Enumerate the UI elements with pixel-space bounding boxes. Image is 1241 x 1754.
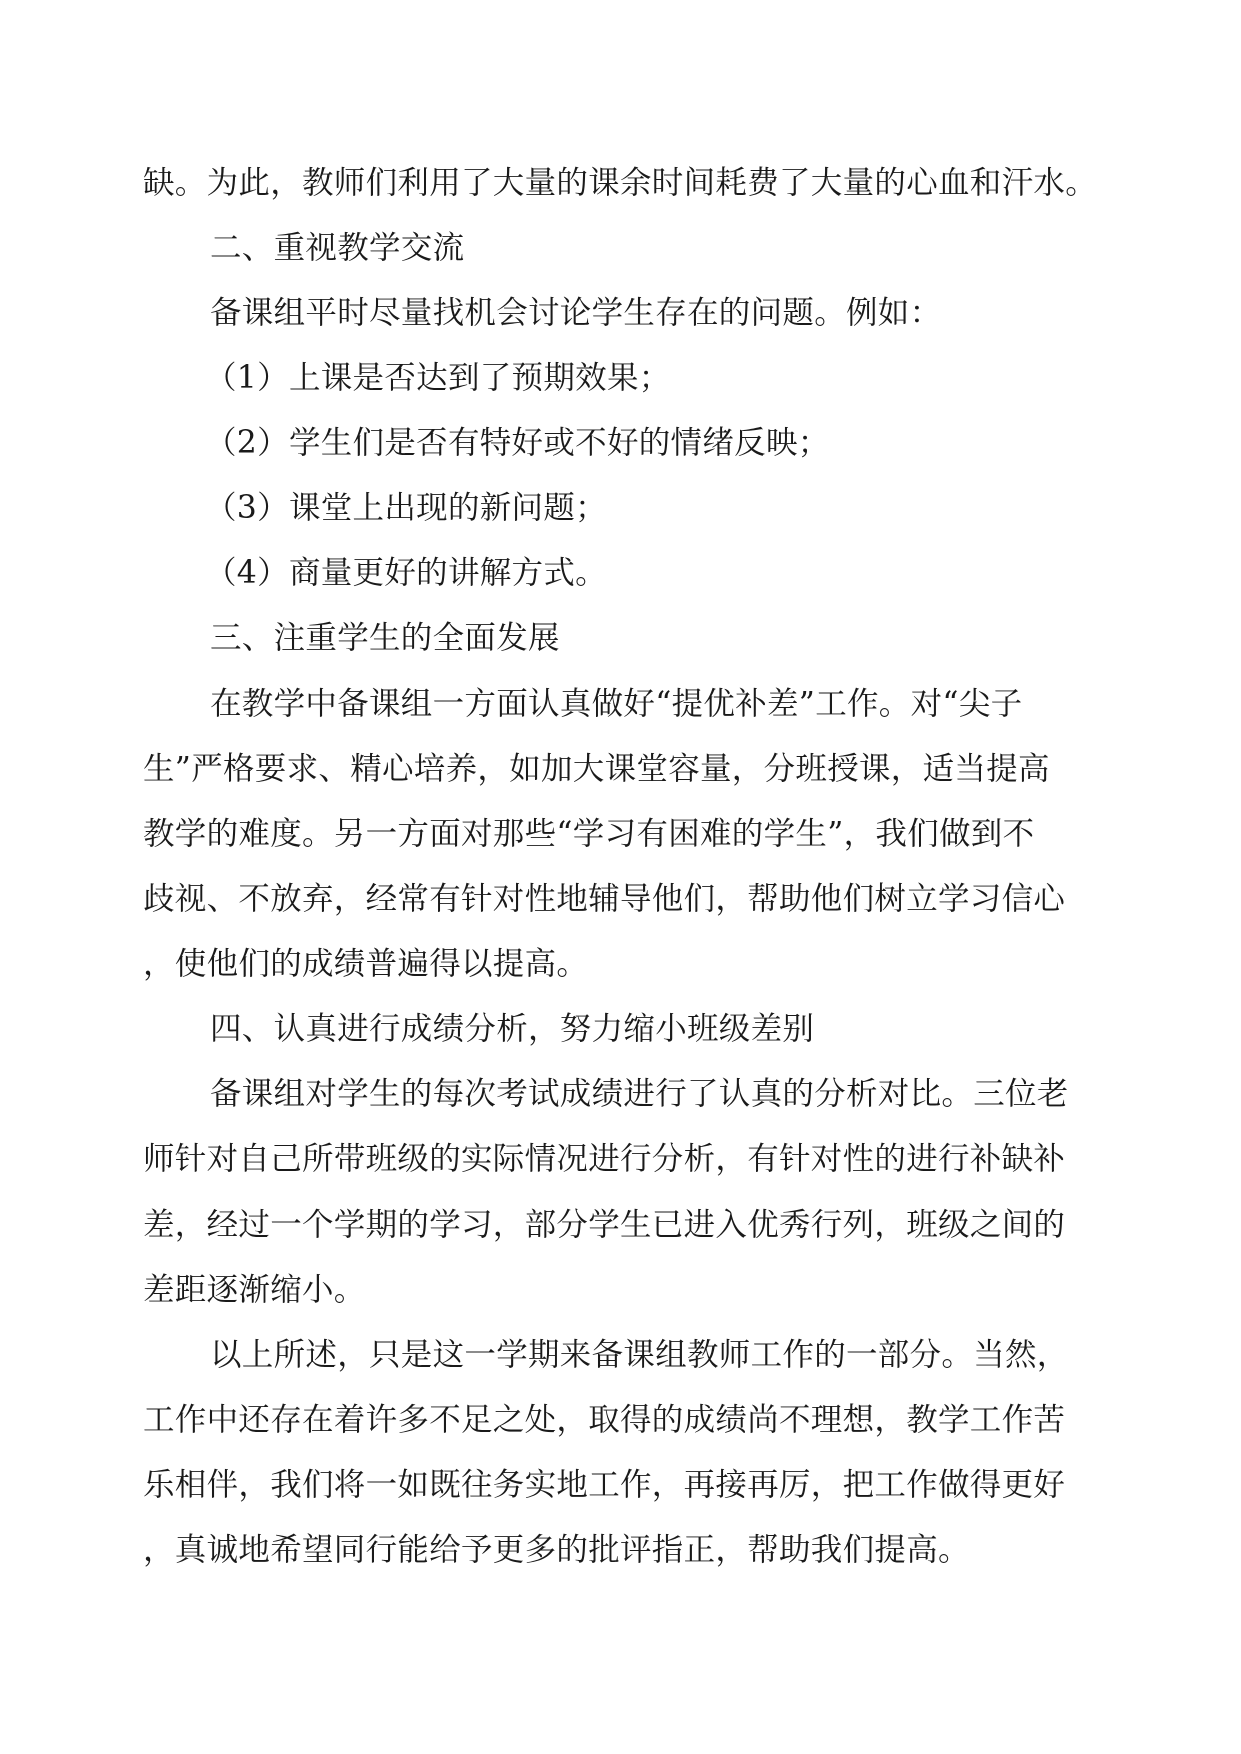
section-heading: 二、重视教学交流 — [210, 230, 465, 266]
text-line: 生”严格要求、精心培养，如加大课堂容量，分班授课，适当提高 — [143, 751, 1050, 787]
text-line: 备课组平时尽量找机会讨论学生存在的问题。例如： — [210, 295, 942, 331]
text-line: 师针对自己所带班级的实际情况进行分析，有针对性的进行补缺补 — [143, 1141, 1066, 1177]
list-item: （4）商量更好的讲解方式。 — [205, 555, 607, 591]
text-line: ，真诚地希望同行能给予更多的批评指正，帮助我们提高。 — [143, 1532, 970, 1568]
text-line: 差距逐渐缩小。 — [143, 1272, 366, 1308]
text-line: ，使他们的成绩普遍得以提高。 — [143, 946, 589, 982]
text-line: 差，经过一个学期的学习，部分学生已进入优秀行列，班级之间的 — [143, 1207, 1066, 1243]
text-line: 工作中还存在着许多不足之处，取得的成绩尚不理想，教学工作苦 — [143, 1402, 1066, 1438]
list-item: （3）课堂上出现的新问题； — [205, 490, 607, 526]
list-item: （2）学生们是否有特好或不好的情绪反映； — [205, 425, 830, 461]
section-heading: 三、注重学生的全面发展 — [210, 620, 560, 656]
text-line: 备课组对学生的每次考试成绩进行了认真的分析对比。三位老 — [210, 1076, 1069, 1112]
list-item: （1）上课是否达到了预期效果； — [205, 360, 671, 396]
text-line: 乐相伴，我们将一如既往务实地工作，再接再厉，把工作做得更好 — [143, 1467, 1066, 1503]
text-line: 教学的难度。另一方面对那些“学习有困难的学生”，我们做到不 — [143, 816, 1035, 852]
text-line: 歧视、不放弃，经常有针对性地辅导他们，帮助他们树立学习信心 — [143, 881, 1066, 917]
section-heading: 四、认真进行成绩分析，努力缩小班级差别 — [210, 1011, 815, 1047]
text-line: 在教学中备课组一方面认真做好“提优补差”工作。对“尖子 — [210, 686, 1023, 722]
text-line: 缺。为此，教师们利用了大量的课余时间耗费了大量的心血和汗水。 — [143, 165, 1098, 201]
text-line: 以上所述，只是这一学期来备课组教师工作的一部分。当然， — [210, 1337, 1069, 1373]
